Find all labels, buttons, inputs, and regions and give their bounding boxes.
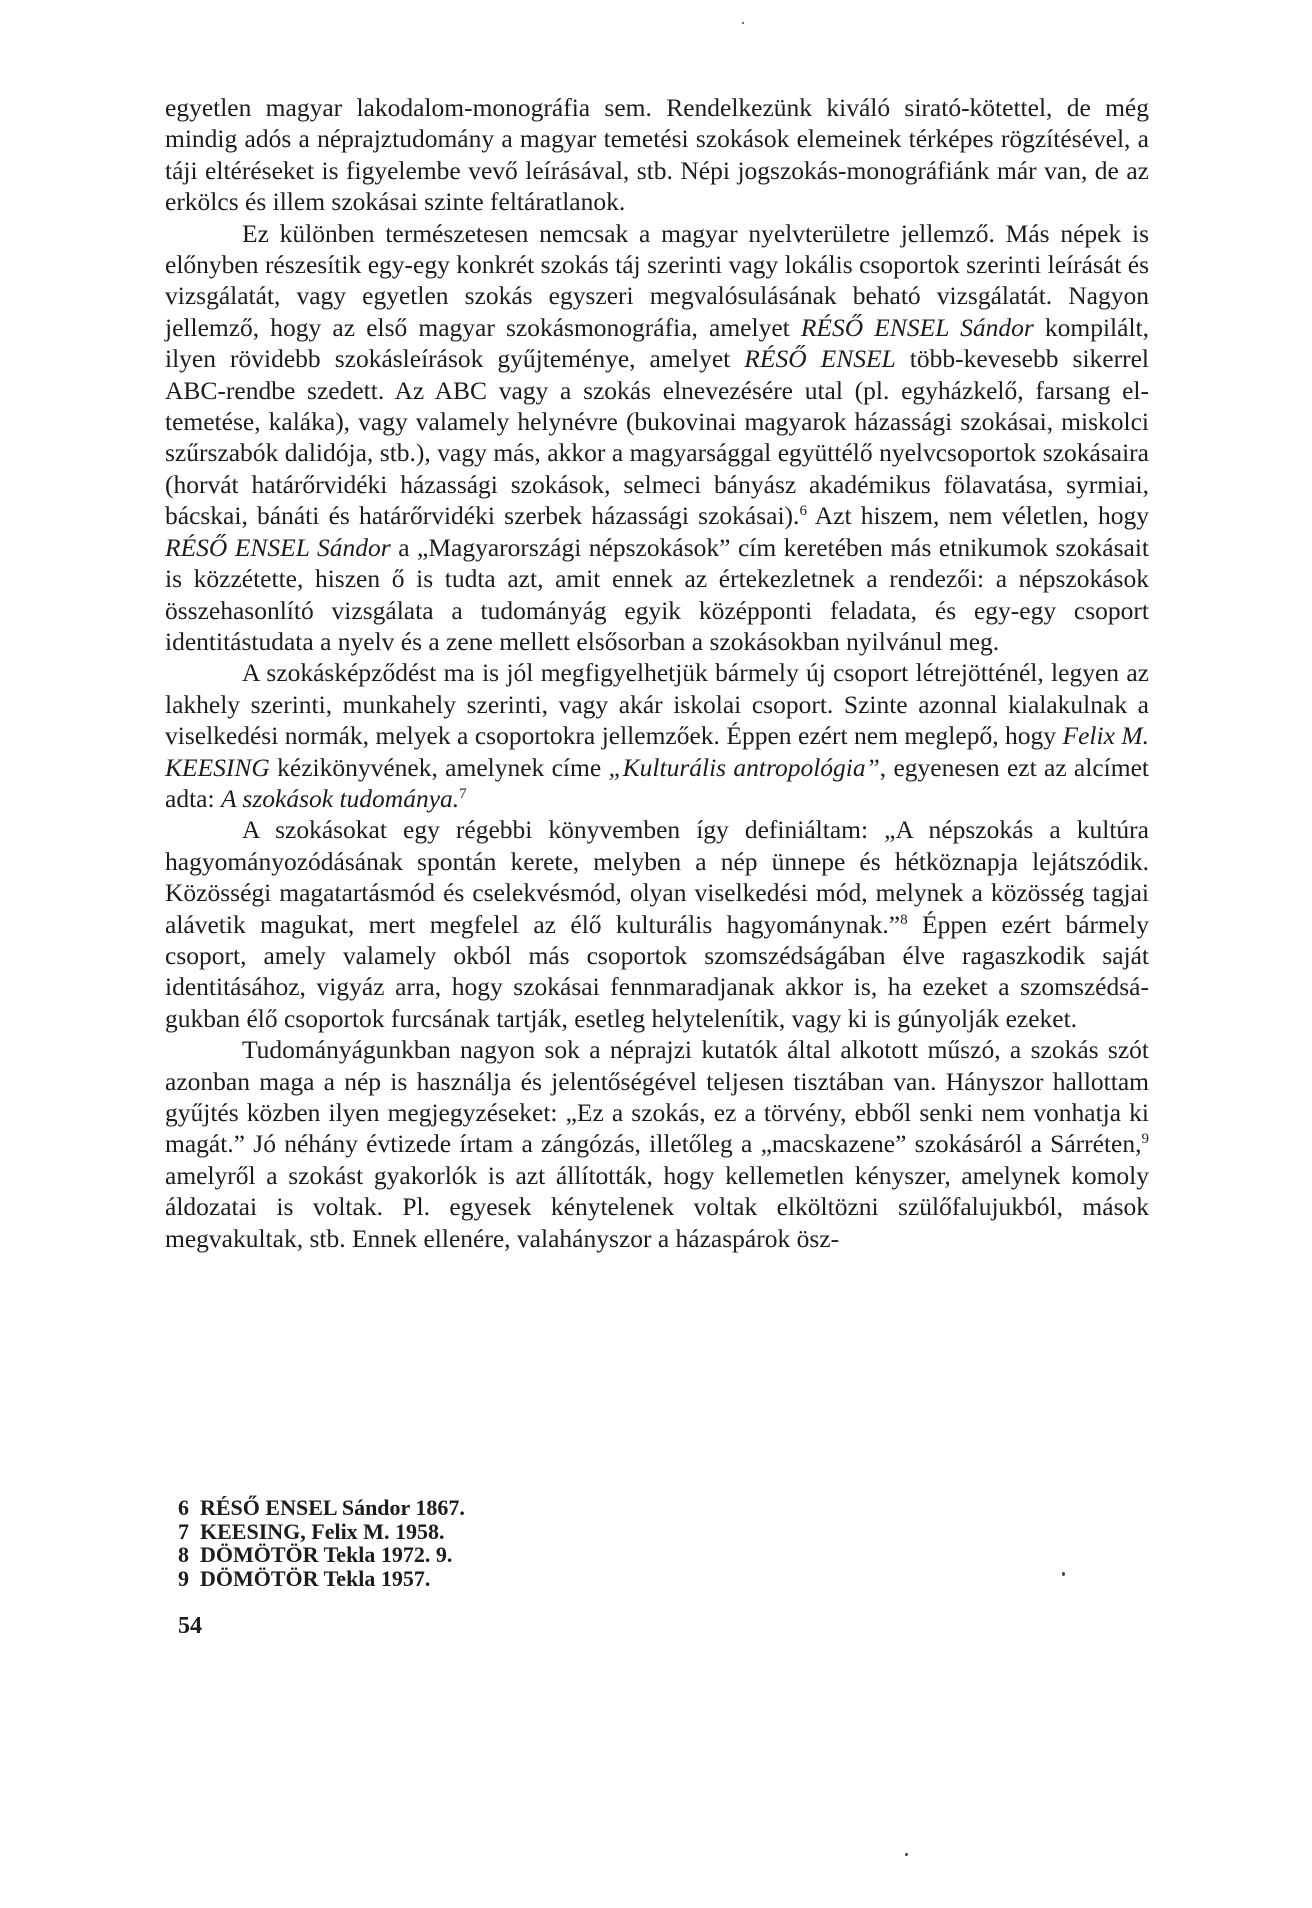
footnote <box>178 1543 878 1567</box>
footnote-text: KEESING, Felix M. 1958. <box>200 1518 445 1544</box>
text-run: kézikönyvének, amelynek címe <box>269 752 609 782</box>
text-run: amelyről a szokást gyakorlók is azt állították, hogy kellemetlen kényszer, amelynek komoly áldozatai is voltak. Pl. egyesek kénytelenek voltak elköltözni szülőfalujukból, mások megvakultak, stb. Ennek ellenére, valahányszor a házaspárok ösz- <box>165 1160 1149 1253</box>
footnote-ref: 6 <box>799 503 807 520</box>
footnote-number: 9 <box>178 1565 189 1591</box>
text-run: több-kevesebb sikerrel ABC-rendbe szedett. Az ABC vagy a szokás elnevezésére utal (pl. egyházkelő, farsang eltemetése, kaláka), vagy valamely helynévre (bukovinai magyarok házassági szokásai, miskolci szűrszabók dalidója, stb.), vagy más, akkor a magyarsággal együttélő nyelvcsoportok szokásaira (horvát határőrvidéki házassági szokások, selmeci bányász akadémikus fölavatása, syrmiai, bácskai, bánáti és határőrvidéki szerbek házassági szokásai). <box>165 344 1149 531</box>
footnotes <box>178 1496 878 1590</box>
footnote <box>178 1520 878 1544</box>
italic-name: RÉSŐ ENSEL <box>744 344 896 374</box>
paragraph <box>165 657 1149 814</box>
text-run: kompilált, ilyen rövidebb szokásleírások gyűjteménye, amelyet <box>165 312 1149 374</box>
paragraph <box>165 92 1149 218</box>
footnote-number: 8 <box>178 1542 189 1567</box>
italic-name: RÉSŐ ENSEL Sándor <box>165 532 391 562</box>
text-run: egyetlen magyar lakodalom-monográfia sem. Rendelkezünk kiváló sirató-kötettel, de még mindig adós a néprajztudomány a magyar temetési szokások elemeinek térképes rögzítésével, a táji eltéréseket is figyelembe vevő leírásával, stb. Népi jogszokás-monográfiánk már van, de az erkölcs és illem szokásai szinte feltáratlanok. <box>165 93 1149 217</box>
scan-speck <box>742 22 744 24</box>
text-run: A szokásokat egy régebbi könyvemben így definiáltam: „A népszokás a kultúra hagyományozódásának spontán kerete, melyben a nép ünnepe és hétköznapja lejátszódik. Közösségi magatartásmód és cselekvésmód, olyan viselkedési mód, melynek a közösség tagjai alávetik magukat, mert megfelel az élő kulturális hagyománynak.” <box>165 815 1149 939</box>
paragraph <box>165 814 1149 1034</box>
text-run: A szokásképződést ma is jól megfigyelhetjük bármely új csoport létrejötténél, legyen az lakhely szerinti, munkahely szerinti, vagy akár iskolai csoport. Szinte azonnal kialakulnak a viselkedési normák, melyek a csoportokra jellemzőek. Éppen ezért nem meglepő, hogy <box>165 658 1149 751</box>
paragraph <box>165 218 1149 658</box>
footnote-ref: 9 <box>1141 1131 1149 1148</box>
footnote <box>178 1496 878 1520</box>
footnote-text: RÉSŐ ENSEL Sándor 1867. <box>200 1495 465 1520</box>
text-run: a „Magyarországi népszokások” cím keretében más etnikumok szokásait is közzétette, hiszen ő is tudta azt, amit ennek az értekezletnek a rendezői: a népszokások összehasonlító vizsgálata a tudományág egyik középponti feladata, és egy-egy csoport identitástudata a nyelv és a zene mellett elsősorban a szokásokban nyilvánul meg. <box>165 532 1149 656</box>
footnote-ref: 8 <box>900 911 908 928</box>
italic-name: RÉSŐ ENSEL Sándor <box>800 312 1034 342</box>
scan-speck <box>905 1853 908 1856</box>
text-run: Éppen ezért bármely csoport, amely valamely okból más csoportok szomszédságában élve ragaszkodik saját identitásához, vigyáz arra, hogy szokásai fennmaradjanak akkor is, ha ezeket a szomszédságukban élő csoportok furcsának tartják, esetleg helytelenítik, vagy ki is gúnyolják ezeket. <box>165 909 1149 1033</box>
footnote-ref: 7 <box>459 785 467 802</box>
text-run: Tudományágunkban nagyon sok a néprajzi kutatók által alkotott műszó, a szokás szót azonban maga a nép is használja és jelentőségével teljesen tisztában van. Hányszor hallottam gyűjtés közben ilyen megjegyzéseket: „Ez a szokás, ez a törvény, ebből senki nem vonhatja ki magát.” Jó néhány évtizede írtam a zángózás, illetőleg a „macskazene” szokásáról a Sárréten, <box>165 1035 1149 1159</box>
italic-name: Felix M. KEESING <box>165 721 1150 782</box>
italic-name: „Kulturális antropológia” <box>608 752 880 782</box>
text-run: Ez különben természetesen nemcsak a magyar nyelvterületre jellemző. Más népek is előnyben részesítik egy-egy konkrét szokás táj szerinti vagy lokális csoportok szerinti leírását és vizsgálatát, vagy egyetlen szokás egyszeri megvalósulásának beható vizsgálatát. Nagyon jellemző, hogy az első magyar szokásmonográfia, amelyet <box>165 218 1149 342</box>
footnote-text: DÖMÖTÖR Tekla 1957. <box>200 1565 431 1591</box>
text-run: Azt hiszem, nem véletlen, hogy <box>806 501 1149 531</box>
footnote <box>178 1567 878 1591</box>
paragraph <box>165 1034 1149 1254</box>
footnote-number: 7 <box>178 1518 189 1544</box>
italic-name: A szokások tudománya. <box>220 783 460 813</box>
text-run: , egyenesen ezt az alcímet adta: <box>165 752 1149 813</box>
page-number: 54 <box>178 1613 202 1639</box>
body-text <box>165 92 1149 1254</box>
scan-speck <box>1062 1572 1065 1576</box>
footnote-number: 6 <box>178 1495 189 1520</box>
footnote-text: DÖMÖTÖR Tekla 1972. 9. <box>200 1542 453 1567</box>
